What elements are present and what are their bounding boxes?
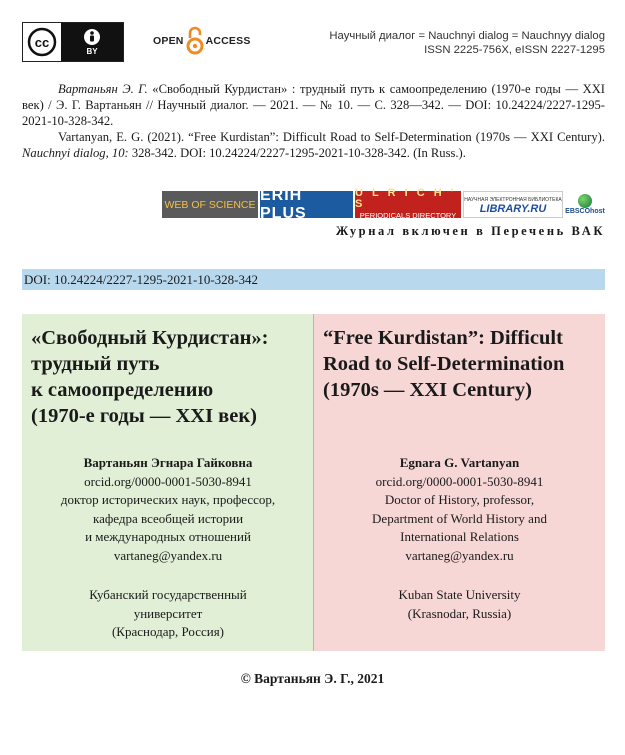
by-label: BY [86, 47, 98, 56]
indexing-logos [162, 186, 605, 222]
citation-en-journal: Nauchnyi dialog, 10: [22, 146, 129, 160]
affiliation-ru: Кубанский государственный университет (Краснодар, Россия) [89, 587, 247, 639]
ebsco-globe-icon [578, 194, 592, 208]
author-info-ru [22, 454, 314, 565]
attribution-block [61, 23, 123, 61]
vak-notice: Журнал включен в Перечень ВАК [335, 224, 605, 238]
author-info-en [314, 454, 605, 565]
author-position-ru-2: кафедра всеобщей истории [92, 510, 244, 526]
article-title-en: “Free Kurdistan”: Difficult Road to Self-Determination (1970s — XXI Century) [323, 327, 565, 401]
affiliation-en: Kuban State University (Krasnodar, Russia) [398, 587, 521, 621]
elibrary-logo[interactable]: НАУЧНАЯ ЭЛЕКТРОННАЯ БИБЛИОТЕКА LIBRARY.RU [463, 191, 563, 218]
author-name-ru: Вартаньян Эгнара Гайковна [83, 455, 253, 470]
orcid-link-en[interactable]: orcid.org/0000-0001-5030-8941 [375, 473, 544, 489]
author-position-ru-1: доктор исторических наук, профессор, [60, 492, 276, 507]
email-link-en[interactable]: vartaneg@yandex.ru [405, 547, 514, 563]
citation-en-tail: 328-342. DOI: 10.24224/2227-1295-2021-10-328-342. (In Russ.). [128, 146, 466, 160]
email-link-ru[interactable]: vartaneg@yandex.ru [113, 547, 223, 563]
web-of-science-logo[interactable]: WEB OF SCIENCE [162, 191, 258, 218]
ebsco-logo[interactable]: EBSCOhost [565, 191, 605, 218]
open-access-logo [153, 25, 251, 57]
citation-russian [22, 81, 605, 129]
erih-plus-logo[interactable]: ERIH PLUS [260, 191, 353, 218]
author-position-en-1: Doctor of History, professor, [384, 492, 535, 507]
open-access-lock-icon [186, 26, 204, 56]
journal-info [329, 29, 605, 57]
copyright: © Вартаньян Э. Г., 2021 [240, 671, 385, 686]
citation-en-lead: Vartanyan, E. G. (2021). “Free Kurdistan”: Difficult Road to Self-Determination (1970s — XXI Century). [58, 130, 605, 144]
ulrichs-logo[interactable]: U L R I C H ' S PERIODICALS DIRECTORY [355, 191, 461, 218]
citation-ru-body: «Свободный Курдистан» : трудный путь к самоопределению (1970-е годы — XXI век) / Э. Г. Вартаньян // Научный диалог. — 2021. — № 10. — С. 328—342. — DOI: 10.24224/2227-1295-2021-10-328-342. [22, 82, 606, 128]
author-position-en-2: Department of World History and [372, 510, 547, 526]
cc-by-license-badge[interactable] [22, 22, 124, 62]
citation-ru-authors: Вартаньян Э. Г. [58, 82, 148, 96]
author-position-ru-3: и международных отношений [85, 529, 251, 544]
doi-link[interactable]: DOI: 10.24224/2227-1295-2021-10-328-342 [24, 272, 258, 287]
author-position-en-3: International Relations [400, 529, 519, 544]
access-label: ACCESS [205, 35, 251, 47]
journal-title-line: Научный диалог = Nauchnyi dialog = Nauchnyy dialog [329, 30, 605, 42]
svg-text:cc: cc [34, 35, 50, 50]
open-label: OPEN [153, 35, 184, 47]
journal-issn-line: ISSN 2225-756X, eISSN 2227-1295 [424, 44, 605, 56]
citation-english [22, 129, 605, 161]
author-name-en: Egnara G. Vartanyan [399, 455, 520, 470]
attribution-person-icon [83, 28, 101, 46]
orcid-link-ru[interactable]: orcid.org/0000-0001-5030-8941 [84, 473, 252, 489]
article-title-ru: «Свободный Курдистан»: трудный путь к самоопределению (1970-е годы — XXI век) [31, 327, 269, 427]
creative-commons-icon [23, 23, 61, 61]
